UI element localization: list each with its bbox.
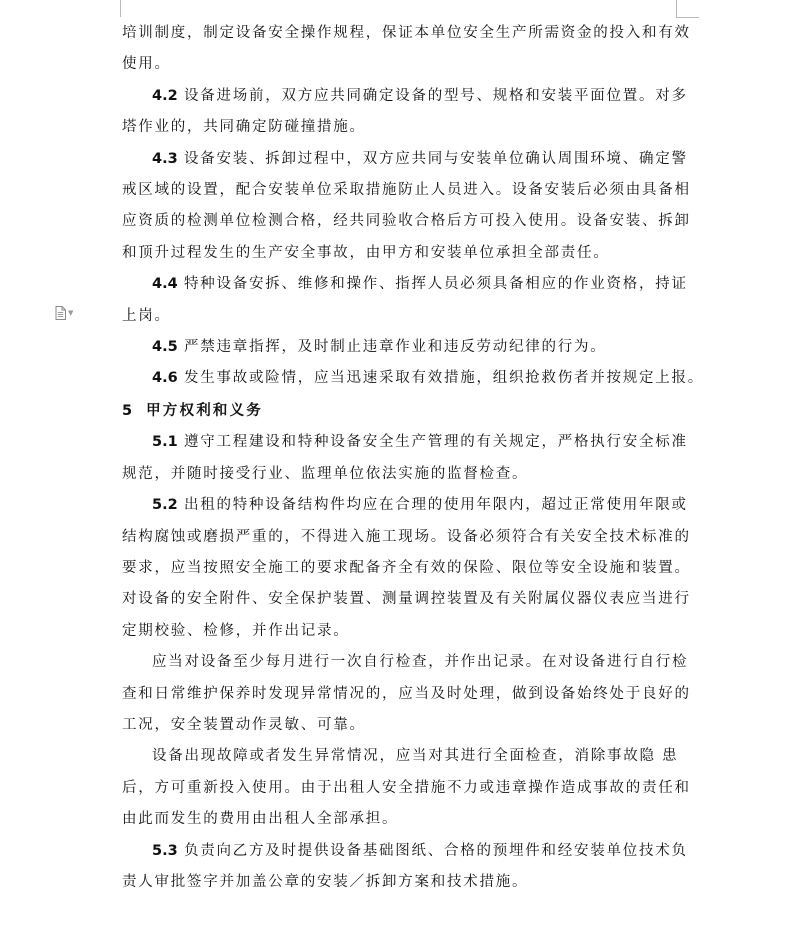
paragraph-line-p6-0 <box>122 427 688 458</box>
clause-number: 4.3 <box>152 150 178 167</box>
clause-number: 4.6 <box>152 370 178 387</box>
paragraph-line-p1-1 <box>122 112 676 143</box>
line-text: 应资质的检测单位检测合格，经共同验收合格后方可投入使用。设备安装、拆卸 <box>122 213 691 230</box>
paragraph-line-p10-1 <box>122 867 676 898</box>
clause-number: 5.1 <box>152 434 178 451</box>
line-text: 上岗。 <box>122 307 171 324</box>
paragraph-line-p2-2 <box>122 206 691 237</box>
line-text: 发生事故或险情，应当迅速采取有效措施，组织抢救伤者并按规定上报。 <box>184 370 705 387</box>
page-corner-mark-left <box>119 0 121 17</box>
paragraph-line-p7-4 <box>122 616 676 647</box>
line-text: 出租的特种设备结构件均应在合理的使用年限内，超过正常使用年限或 <box>184 497 688 514</box>
clause-number: 5 <box>122 402 133 419</box>
line-text: 规范，并随时接受行业、监理单位依法实施的监督检查。 <box>122 465 529 482</box>
clause-number: 4.2 <box>152 87 178 104</box>
paragraph-line-p2-3 <box>122 238 676 269</box>
paragraph-line-p5-0 <box>122 363 705 394</box>
line-text: 结构腐蚀或磨损严重的，不得进入施工现场。设备必须符合有关安全技术标准的 <box>122 528 691 545</box>
section-heading-h5-0 <box>122 395 676 427</box>
line-text: 塔作业的，共同确定防碰撞措施。 <box>122 119 366 136</box>
document-page <box>122 18 705 898</box>
line-text: 培训制度，制定设备安全操作规程，保证本单位安全生产所需资金的投入和有效 <box>122 25 691 41</box>
paragraph-line-p7-0 <box>122 490 688 521</box>
paragraph-line-p3-1 <box>122 301 676 332</box>
paragraph-line-p4-0 <box>122 332 676 363</box>
line-text: 责人审批签字并加盖公章的安装／拆卸方案和技术措施。 <box>122 873 529 890</box>
line-text: 甲方权利和义务 <box>146 401 263 419</box>
paragraph-line-p0-1 <box>122 49 676 80</box>
line-text: 定期校验、检修，并作出记录。 <box>122 622 350 639</box>
line-text: 后，方可重新投入使用。由于出租人安全措施不力或违章操作造成事故的责任和 <box>122 779 691 796</box>
paragraph-line-p8-1 <box>122 679 691 710</box>
paragraph-line-p8-2 <box>122 710 676 741</box>
paragraph-line-p7-2 <box>122 553 691 584</box>
paragraph-line-p1-0 <box>122 81 688 112</box>
line-text: 设备进场前，双方应共同确定设备的型号、规格和安装平面位置。对多 <box>184 87 688 104</box>
paragraph-line-p9-2 <box>122 804 676 835</box>
paragraph-line-p6-1 <box>122 459 676 490</box>
paragraph-line-p9-1 <box>122 773 691 804</box>
line-text: 严禁违章指挥，及时制止违章作业和违反劳动纪律的行为。 <box>184 339 607 356</box>
line-text: 设备安装、拆卸过程中，双方应共同与安装单位确认周围环境、确定警 <box>184 150 688 167</box>
line-text: 戒区域的设置，配合安装单位采取措施防止人员进入。设备安装后必须由具备相 <box>122 182 691 199</box>
paragraph-line-p7-3 <box>122 584 691 615</box>
paragraph-line-p8-0 <box>122 647 689 678</box>
clause-number: 4.4 <box>152 276 178 293</box>
paragraph-line-p0-0 <box>122 18 691 49</box>
dropdown-arrow-icon: ▼ <box>68 309 74 317</box>
clause-number: 5.3 <box>152 842 178 859</box>
line-text: 和顶升过程发生的生产安全事故，由甲方和安装单位承担全部责任。 <box>122 244 610 261</box>
line-text: 要求，应当按照安全施工的要求配备齐全有效的保险、限位等安全设施和装置。 <box>122 559 691 576</box>
line-text: 工况，安全装置动作灵敏、可靠。 <box>122 716 366 733</box>
paragraph-line-p10-0 <box>122 836 688 867</box>
paragraph-line-p3-0 <box>122 269 688 300</box>
line-text: 使用。 <box>122 56 171 73</box>
paragraph-line-p9-0 <box>122 741 679 772</box>
line-text: 查和日常维护保养时发现异常情况的，应当及时处理，做到设备始终处于良好的 <box>122 685 691 702</box>
line-text: 遵守工程建设和特种设备安全生产管理的有关规定，严格执行安全标准 <box>184 434 688 451</box>
paragraph-layout-marker[interactable] <box>55 306 73 320</box>
line-text: 负责向乙方及时提供设备基础图纸、合格的预埋件和经安装单位技术负 <box>184 842 688 859</box>
page-corner-mark-right <box>676 0 699 18</box>
line-text: 对设备的安全附件、安全保护装置、测量调控装置及有关附属仪器仪表应当进行 <box>122 591 691 608</box>
paragraph-line-p2-1 <box>122 175 691 206</box>
clause-number: 5.2 <box>152 497 178 514</box>
paragraph-line-p2-0 <box>122 144 688 175</box>
line-text: 应当对设备至少每月进行一次自行检查，并作出记录。在对设备进行自行检 <box>152 654 689 671</box>
line-text: 设备出现故障或者发生异常情况，应当对其进行全面检查，消除事故隐 患 <box>152 748 679 765</box>
paragraph-line-p7-1 <box>122 522 691 553</box>
document-icon <box>55 306 66 320</box>
line-text: 特种设备安拆、维修和操作、指挥人员必须具备相应的作业资格，持证 <box>184 276 688 293</box>
clause-number: 4.5 <box>152 339 178 356</box>
line-text: 由此而发生的费用由出租人全部承担。 <box>122 811 399 828</box>
